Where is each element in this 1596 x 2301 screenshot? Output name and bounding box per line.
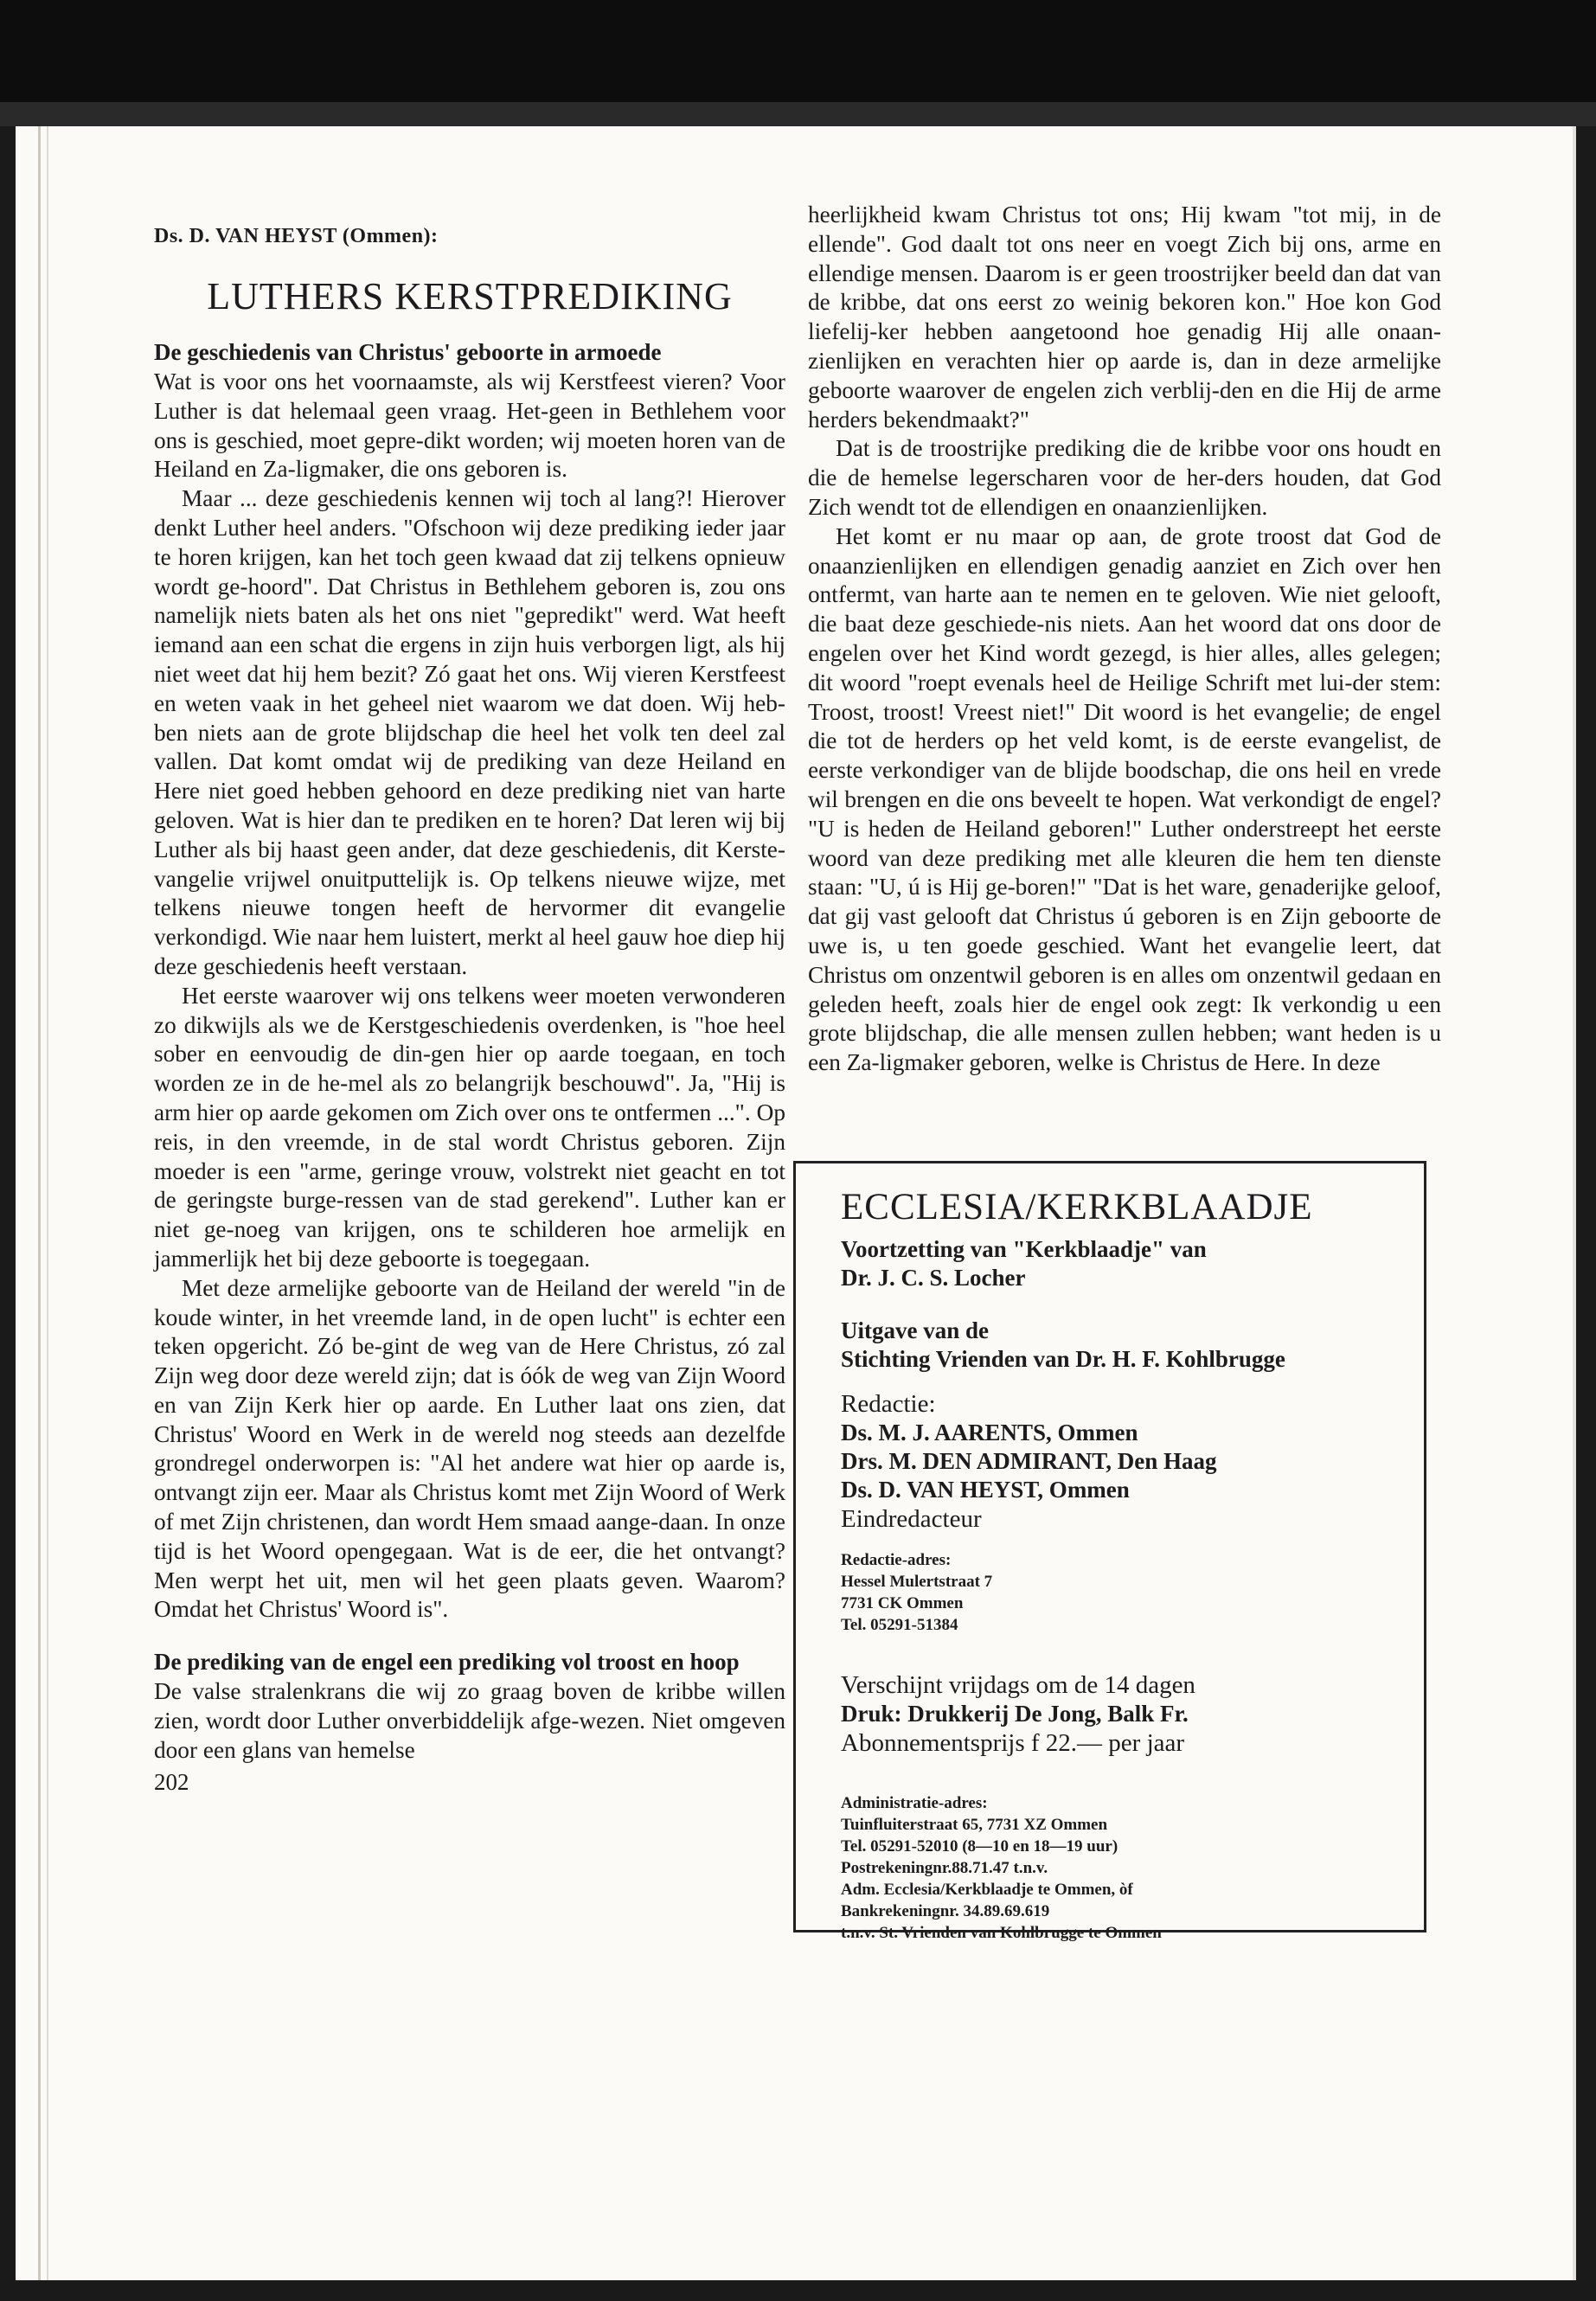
colophon-founder: Dr. J. C. S. Locher: [841, 1265, 1026, 1291]
article-byline: Ds. D. VAN HEYST (Ommen):: [154, 225, 439, 247]
colophon-continuation: Voortzetting van "Kerkblaadje" van: [841, 1236, 1207, 1262]
paragraph: Met deze armelijke geboorte van de Heiland der wereld "in de koude winter, in het vreemde land, in de open lucht" is echter een teken opgericht. Zó be-gint de weg van de Here Christus, zó zal Zijn weg door deze wereld zijn; dat is óók de weg van Zijn Woord en van Zijn Kerk hier op aarde. En Luther laat ons zien, dat Christus' Woord en Werk in de wereld nog steeds aan dezelfde grondregel onderworpen is: "Al het andere wat hier op aarde is, ontvangt zijn eer. Maar als Christus komt met Zijn Woord of Werk of met Zijn christenen, dan wordt Hem smaad aange-daan. In onze tijd is het Woord opengegaan. Wat is de eer, die het ontvangt? Men werpt het uit, men wil het geen plaats geven. Waarom? Omdat het Christus' Woord is".: [154, 1274, 785, 1623]
colophon-title: ECCLESIA/KERKBLAADJE: [841, 1187, 1313, 1227]
colophon-editorial-address-label: Redactie-adres:: [841, 1551, 952, 1569]
colophon-address-line: 7731 CK Ommen: [841, 1594, 964, 1612]
colophon-address-line: Hessel Mulertstraat 7: [841, 1573, 993, 1591]
article-body-right: [808, 201, 1441, 1078]
section-heading-1: De geschiedenis van Christus' geboorte in armoede: [154, 339, 662, 365]
colophon-publisher: Stichting Vrienden van Dr. H. F. Kohlbrugge: [841, 1346, 1285, 1372]
colophon-admin-line: Adm. Ecclesia/Kerkblaadje te Ommen, òf: [841, 1881, 1133, 1899]
page-edge-left: [38, 126, 41, 2280]
paragraph: De valse stralenkrans die wij zo graag boven de kribbe willen zien, wordt door Luther onverbiddelijk afge-wezen. Niet omgeven door een glans van hemelse: [154, 1678, 785, 1763]
paragraph: heerlijkheid kwam Christus tot ons; Hij kwam "tot mij, in de ellende". God daalt tot ons neer en voegt Zich bij ons, arme en ellendige mensen. Daarom is er geen troostrijker beeld dan dat van de kribbe, dat ons eerst zo weinig bekoren kon." Hoe kon God liefelij-ker hebben aangetoond hoe genadig Hij alle onaan-zienlijken en verachten hier op aarde is, dan in deze armelijke geboorte waarover de engelen zich verblij-den en die Hij de arme herders bekendmaakt?": [808, 202, 1441, 433]
colophon-box: [793, 1161, 1426, 1942]
paragraph: Dat is de troostrijke prediking die de kribbe voor ons houdt en die de hemelse legerscharen voor de her-ders houden, dat God Zich wendt tot de ellendigen en onaanzienlijken.: [808, 435, 1441, 520]
colophon-admin-label: Administratie-adres:: [841, 1794, 988, 1812]
paragraph: Het eerste waarover wij ons telkens weer moeten verwonderen zo dikwijls als we de Kerstgeschiedenis overdenken, is "hoe heel sober en eenvoudig de din-gen hier op aarde toegaan, en toch worden ze in de he-mel als zo belangrijk beschouwd". Ja, "Hij is arm hier op aarde gekomen om Zich over ons te ontfermen ...". Op reis, in den vreemde, in de stal wordt Christus geboren. Zijn moeder is een "arme, geringe vrouw, volstrekt niet geacht en tot de geringste burge-ressen van de stad gerekend". Luther kan er niet ge-noeg van krijgen, ons te schilderen hoe armelijk en jammerlijk het bij deze geboorte is toegegaan.: [154, 982, 785, 1272]
paragraph: Wat is voor ons het voornaamste, als wij Kerstfeest vieren? Voor Luther is dat helemaal geen vraag. Het-geen in Bethlehem voor ons is geschied, moet gepre-dikt worden; wij moeten horen van de Heiland en Za-ligmaker, die ons geboren is.: [154, 369, 785, 483]
colophon-chief-editor-label: Eindredacteur: [841, 1505, 982, 1533]
colophon-admin-line: t.n.v. St. Vrienden van Kohlbrugge te Ommen: [841, 1924, 1162, 1942]
colophon-publisher-label: Uitgave van de: [841, 1317, 989, 1343]
article-right-column: [808, 201, 1441, 1078]
article-body-left-continued: [154, 1677, 785, 1765]
page-edge-right: [1573, 126, 1576, 2280]
article-title: LUTHERS KERSTPREDIKING: [207, 275, 733, 317]
article-body-left: [154, 368, 785, 1625]
colophon-subscription: Abonnementsprijs f 22.— per jaar: [841, 1729, 1185, 1757]
colophon-admin-line: Postrekeningnr.88.71.47 t.n.v.: [841, 1859, 1048, 1877]
section-heading-2: De prediking van de engel een prediking vol troost en hoop: [154, 1649, 740, 1676]
colophon-editor: Drs. M. DEN ADMIRANT, Den Haag: [841, 1448, 1217, 1474]
colophon-printer: Druk: Drukkerij De Jong, Balk Fr.: [841, 1701, 1189, 1727]
colophon-editor: Ds. D. VAN HEYST, Ommen: [841, 1477, 1130, 1503]
colophon-admin-line: Bankrekeningnr. 34.89.69.619: [841, 1902, 1050, 1920]
page-edge-left-inner: [47, 126, 48, 2280]
colophon-admin-line: Tel. 05291-52010 (8—10 en 18—19 uur): [841, 1837, 1118, 1856]
scan-top-border: [0, 0, 1596, 102]
colophon-editors-label: Redactie:: [841, 1390, 936, 1418]
paragraph: Het komt er nu maar op aan, de grote troost dat God de onaanzienlijken en ellendigen genadig aanziet en Zich over hen ontfermt, van harte aan te nemen en te geloven. Wie niet gelooft, die baat deze geschiede-nis niets. Aan het woord dat ons door de engelen over het Kind wordt gezegd, is hier alles, alles gelegen; dit woord "roept evenals heel de Heilige Schrift met lui-der stem: Troost, troost! Vreest niet!" Dit woord is het evangelie; de engel die tot de herders op het veld komt, is de eerste evangelist, de eerste verkondiger van de blijde boodschap, die ons heil en vrede wil brengen en die ons beveelt te hopen. Wat verkondigt de engel? "U is heden de Heiland geboren!" Luther onderstreept het eerste woord van deze prediking met alle kleuren die hem ten dienste staan: "U, ú is Hij ge-boren!" "Dat is het ware, genaderijke geloof, dat gij vast gelooft dat Christus ú geboren is en Zijn geboorte de uwe is, u ten goede geschied. Want het evangelie leert, dat Christus om onzentwil geboren is en alles om onzentwil gedaan en geleden heeft, zoals hier de engel ook zegt: Ik verkondig u een grote blijdschap, die alle mensen zullen hebben; want heden is u een Za-ligmaker geboren, welke is Christus de Here. In deze: [808, 522, 1441, 1076]
colophon-admin-line: Tuinfluiterstraat 65, 7731 XZ Ommen: [841, 1816, 1108, 1834]
colophon-editor: Ds. M. J. AARENTS, Ommen: [841, 1420, 1138, 1445]
colophon-frequency: Verschijnt vrijdags om de 14 dagen: [841, 1671, 1195, 1699]
scan-top-band: [0, 102, 1596, 126]
paragraph: Maar ... deze geschiedenis kennen wij toch al lang?! Hierover denkt Luther heel anders. "Ofschoon wij deze prediking ieder jaar te horen krijgen, kan het toch geen kwaad dat zij telkens opnieuw wordt ge-hoord". Dat Christus in Bethlehem geboren is, zou ons namelijk niets baten als het ons niet "gepredikt" werd. Wat heeft iemand aan een schat die ergens in zijn huis verborgen ligt, als hij niet weet dat hij hem bezit? Zó gaat het ons. Wij vieren Kerstfeest en weten vaak in het geheel niet waarom we dat doen. Wij heb-ben niets aan de grote blijdschap die heel het volk ten deel zal vallen. Dat komt omdat wij de prediking van deze Heiland en Here niet goed hebben gehoord en deze prediking niet van harte geloven. Wat is hier dan te prediken en te horen? Dat leren wij bij Luther als bij haast geen ander, dat deze geschiedenis, dit Kerste-vangelie vrijwel onuitputtelijk is. Op telkens nieuwe wijze, met telkens nieuwe tongen heeft de hervormer dit evangelie verkondigd. Wie naar hem luistert, merkt al heel gauw hoe diep hij deze geschiedenis heeft verstaan.: [154, 485, 785, 979]
article-left-column: [154, 213, 785, 1797]
colophon-address-line: Tel. 05291-51384: [841, 1616, 958, 1634]
page-number: 202: [154, 1768, 189, 1795]
